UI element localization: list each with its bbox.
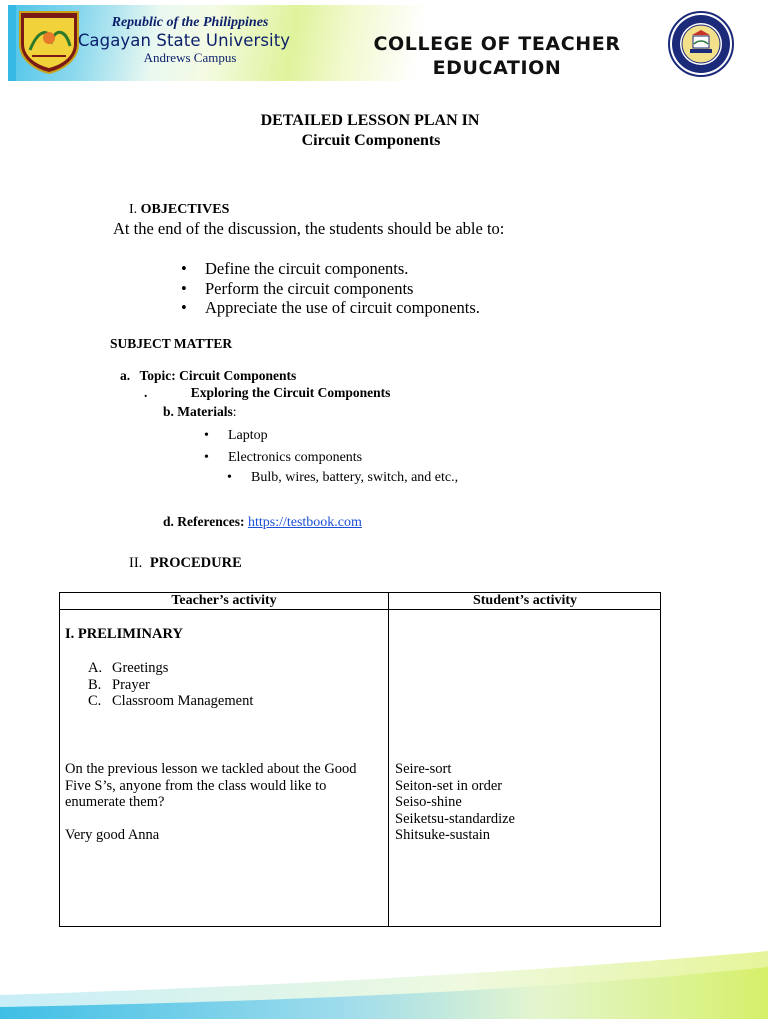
objectives-heading [129,202,229,218]
references-label: d. References: [163,514,245,529]
subtopic-line [144,385,390,401]
list-item: • Laptop [228,425,362,447]
university-name: Cagayan State University [77,31,291,50]
materials-colon: : [232,404,237,419]
student-response: Shitsuke-sustain [395,827,491,843]
materials-list [228,425,362,469]
procedure-number: II. [129,555,143,571]
preliminary-heading: I. PRELIMINARY [65,626,183,642]
procedure-table [59,592,661,927]
subtopic-text: Exploring the Circuit Components [190,385,391,400]
objectives-number: I. [129,202,138,217]
teacher-prompt-line: enumerate them? [65,794,165,810]
topic-marker: a. [120,368,131,383]
lesson-plan-subject: Circuit Components [301,132,441,149]
teacher-prompt-line: Five S’s, anyone from the class would like to [65,777,327,794]
student-response: Seiton-set in order [395,777,503,794]
college-name [352,32,642,80]
campus-name: Andrews Campus [143,50,237,65]
list-item: B. Prayer [88,676,150,693]
subtopic-marker: . [144,385,148,400]
college-line-2: EDUCATION [432,57,562,79]
subject-matter-heading: SUBJECT MATTER [110,336,233,351]
topic-label: Topic: Circuit Components [139,368,297,383]
objectives-intro: At the end of the discussion, the students should be able to: [113,219,505,238]
list-item: • Electronics components [228,447,362,469]
student-response: Seiketsu-standardize [395,810,515,827]
college-line-1: COLLEGE OF TEACHER [373,33,621,55]
references-line [163,514,362,531]
preliminary-list [88,660,253,710]
teacher-reply: Very good Anna [65,827,160,843]
materials-label: b. Materials [163,404,233,419]
footer-wave [0,945,768,1024]
references-link[interactable]: https://testbook.com [247,515,362,530]
table-divider [388,593,389,926]
teacher-prompt-line: On the previous lesson we tackled about the Good [65,761,357,777]
list-item: C. Classroom Management [88,693,254,709]
sub-materials-list [251,469,458,487]
teacher-prompt [65,761,385,844]
procedure-title: PROCEDURE [149,555,242,571]
objectives-title: OBJECTIVES [140,202,230,217]
procedure-heading [129,555,242,572]
list-item: • Define the circuit components. [205,259,480,279]
list-item: • Appreciate the use of circuit components. [205,298,480,318]
banner-accent [8,5,16,81]
student-activity-header: Student’s activity [472,593,578,608]
list-item: • Perform the circuit components [205,279,480,299]
list-item: • Bulb, wires, battery, switch, and etc., [251,469,458,487]
table-header-rule [60,609,660,610]
materials-line [163,404,237,420]
objectives-list [205,259,480,318]
list-item: A. Greetings [88,660,169,676]
topic-line [120,368,296,384]
cte-seal [668,11,734,77]
republic-text: Republic of the Philippines [111,15,269,30]
student-responses [395,761,515,844]
student-response: Seiso-shine [395,794,462,810]
student-response: Seire-sort [395,761,452,777]
csu-logo [18,10,80,74]
lesson-plan-title: DETAILED LESSON PLAN IN [260,112,480,129]
teacher-activity-header: Teacher’s activity [171,593,277,608]
